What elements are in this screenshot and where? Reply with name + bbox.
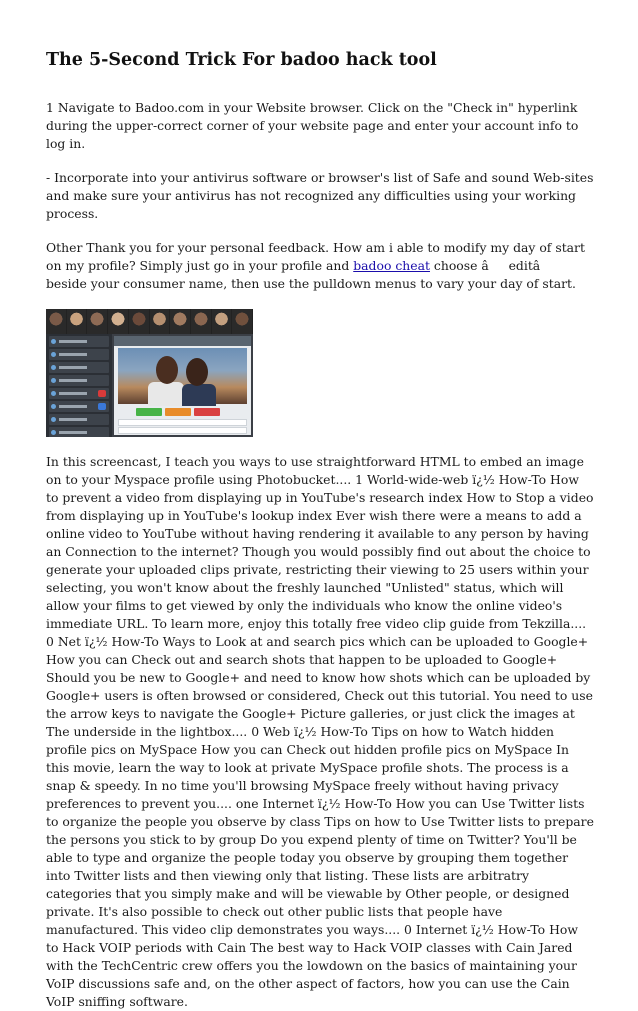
sidebar-row xyxy=(49,427,109,437)
sidebar-row xyxy=(49,362,109,373)
badoo-cheat-link[interactable]: badoo cheat xyxy=(353,258,430,273)
couple-photo xyxy=(118,348,247,404)
sidebar-row xyxy=(49,336,109,347)
badoo-app-screenshot xyxy=(46,309,253,437)
paragraph-3 xyxy=(46,239,594,293)
sidebar-row xyxy=(49,375,109,386)
paragraph-3-text-a: Other Thank you for your personal feedback. How am i able to modify my day of start on my profile? Simply just go in your profile and xyxy=(46,240,585,273)
profile-thumb xyxy=(232,309,253,334)
paragraph-4: In this screencast, I teach you ways to use straightforward HTML to embed an image on to your Myspace profile using Photobucket.... 1 World-wide-web ï¿½ How-To How to prevent a video from displaying up in YouTube's research index How to Stop a video from displaying up in YouTube's lookup index Ever wish there were a means to add a online video to YouTube without having rendering it available to any person by having an Connection to the internet? Though you would possibly find out about the choice to generate your uploaded clips private, restricting their viewing to 25 users within your selecting, you won't know about the freshly launched "Unlisted" status, which will allow your films to get viewed by only the individuals who know the online video's immediate URL. To learn more, enjoy this totally free video clip guide from Tekzilla.... 0 Net ï¿½ How-To Ways to Look at and search pics which can be uploaded to Google+ How you can Check out and search shots that happen to be uploaded to Google+ Should you be new to Google+ and need to know how shots which can be uploaded by Google+ users is often browsed or considered, Check out this tutorial. You need to use the arrow keys to navigate the Google+ Picture galleries, or just click the images at The underside in the lightbox.... 0 Web ï¿½ How-To Tips on how to Watch hidden profile pics on MySpace How you can Check out hidden profile pics on MySpace In this movie, learn the way to look at private MySpace profile shots. The process is a snap & speedy. In no time you'll browsing MySpace freely without having privacy preferences to prevent you.... one Internet ï¿½ How-To How you can Use Twitter lists to organize the people you observe by class Tips on how to Use Twitter lists to prepare the persons you stick to by group Do you expend plenty of time on Twitter? You'll be able to type and organize the people today you observe by grouping them together into Twitter lists and then viewing only that listing. These lists are arbitratry categories that you simply make and will be viewable by Other people, or designed private. It's also possible to check out other public lists that people have manufactured. This video clip demonstrates you ways.... 0 Internet ï¿½ How-To How to Hack VOIP periods with Cain The best way to Hack VOIP classes with Cain Jared with the TechCentric crew offers you the lowdown on the basics of maintaining your VoIP discussions safe and, on the other aspect of factors, how you can use the Cain VoIP sniffing software. xyxy=(46,454,594,1009)
paragraph-1: 1 Navigate to Badoo.com in your Website browser. Click on the "Check in" hyperlink during the upper-correct corner of your website page and enter your account info to log in. xyxy=(46,100,579,151)
page-title: The 5-Second Trick For badoo hack tool xyxy=(46,50,437,70)
paragraph-3-text-b: choose âeditâ beside your consumer name, then use the pulldown menus to vary your day of start. xyxy=(46,258,576,291)
maybe-button-graphic xyxy=(165,408,191,416)
profile-thumb xyxy=(170,309,191,334)
profile-thumb xyxy=(87,309,108,334)
no-button-graphic xyxy=(194,408,220,416)
profile-thumb xyxy=(212,309,233,334)
sidebar-row xyxy=(49,414,109,425)
profile-thumb xyxy=(67,309,88,334)
paragraph-2: - Incorporate into your antivirus software or browser's list of Safe and sound Web-sites and make sure your antivirus has not recognized any difficulties using your working process. xyxy=(46,170,594,221)
sidebar-row xyxy=(49,401,109,412)
profile-photo-strip xyxy=(46,309,253,334)
vote-buttons xyxy=(136,408,220,416)
encounter-panel xyxy=(114,336,251,435)
sidebar-row xyxy=(49,388,109,399)
comment-line xyxy=(118,427,247,434)
profile-thumb xyxy=(46,309,67,334)
profile-thumb xyxy=(150,309,171,334)
yes-button-graphic xyxy=(136,408,162,416)
sidebar-row xyxy=(49,349,109,360)
profile-thumb xyxy=(129,309,150,334)
profile-thumb xyxy=(191,309,212,334)
screenshot-sidebar xyxy=(46,334,112,437)
comment-line xyxy=(118,419,247,426)
profile-thumb xyxy=(108,309,129,334)
